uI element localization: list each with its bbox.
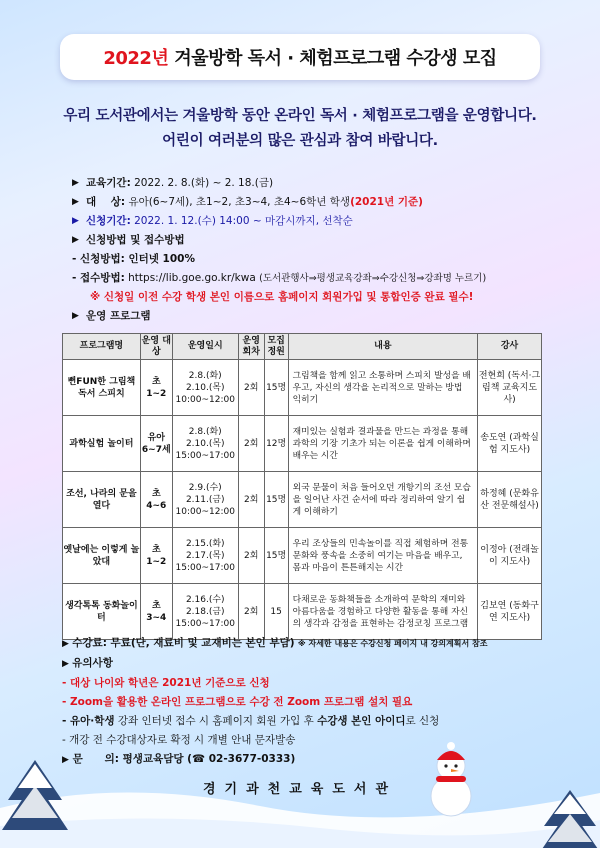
program-capacity: 12명 [264,416,288,472]
contact-label: 문 의: [72,753,119,765]
program-content: 그림책을 함께 읽고 소통하며 스피치 발성을 배우고, 자신의 생각을 논리적으로 말하는 방법 익히기 [288,360,477,416]
program-schedule [172,584,238,640]
program-instructor: 하정혜 (문화유산 전문해설사) [478,472,542,528]
program-content: 외국 문물이 처음 들어오던 개항기의 조선 모습을 일어난 사건 순서에 따라 정리하여 알기 쉽게 이해하기 [288,472,477,528]
program-schedule [172,360,238,416]
intro-line-2: 어린이 여러분의 많은 관심과 참여 바랍니다. [162,133,438,149]
triangle-bullet-icon: ▶ [72,178,79,188]
program-target: 유아 6~7세 [140,416,172,472]
program-name: 생각톡톡 동화놀이터 [63,584,141,640]
program-target: 초 1~2 [140,360,172,416]
program-sessions: 2회 [238,528,264,584]
program-instructor: 전현희 (독서·그림책 교육지도사) [478,360,542,416]
schedule-day-1: 2.9.(수) [188,482,222,493]
header-target: 운영 대상 [140,334,172,360]
schedule-day-2: 2.17.(목) [185,550,225,561]
reception-url[interactable]: https://lib.goe.go.kr/kwa [128,272,256,284]
target-label: 대 상: [86,196,126,208]
program-schedule [172,528,238,584]
schedule-day-1: 2.15.(화) [185,538,225,549]
caution-heading-row [62,654,582,674]
program-target: 초 3~4 [140,584,172,640]
program-sessions: 2회 [238,472,264,528]
table-row [63,584,542,640]
schedule-day-2: 2.11.(금) [185,494,225,505]
fee-text: 수강료: 무료(단, 재료비 및 교재비는 본인 부담) [72,637,295,649]
schedule-day-1: 2.16.(수) [185,594,225,605]
note-3-a: - 유아·학생 [62,715,115,727]
program-instructor: 이정아 (전래놀이 지도사) [478,528,542,584]
title-main: 겨울방학 독서 · 체험프로그램 수강생 모집 [174,48,497,69]
caution-heading: 유의사항 [72,657,113,669]
reception-label: - 접수방법: [72,272,125,284]
schedule-day-2: 2.10.(목) [185,382,225,393]
target-row [72,193,572,212]
program-capacity: 15명 [264,528,288,584]
schedule-time: 10:00~12:00 [175,394,235,405]
note-3 [62,712,582,731]
schedule-day-1: 2.8.(화) [188,370,222,381]
intro-text [0,104,600,154]
method-label: - 신청방법: 인터넷 100% [72,253,195,265]
note-2: - Zoom을 활용한 온라인 프로그램으로 수강 전 Zoom 프로그램 설치 필요 [62,696,413,708]
reception-path: (도서관행사⇒평생교육강좌⇒수강신청⇒강좌명 누르기) [259,273,487,284]
program-sessions: 2회 [238,360,264,416]
schedule-day-1: 2.8.(화) [188,426,222,437]
triangle-bullet-icon: ▶ [72,311,79,321]
program-sessions: 2회 [238,584,264,640]
warning-row [72,288,572,307]
triangle-bullet-icon: ▶ [72,235,79,245]
program-schedule [172,416,238,472]
table-row [63,472,542,528]
table-row [63,528,542,584]
triangle-bullet-icon: ▶ [72,216,79,226]
schedule-time: 10:00~12:00 [175,506,235,517]
triangle-bullet-icon: ▶ [62,659,69,669]
info-section [72,174,572,326]
schedule-day-2: 2.10.(목) [185,438,225,449]
header-schedule: 운영일시 [172,334,238,360]
header-content: 내용 [288,334,477,360]
header-capacity: 모집 정원 [264,334,288,360]
program-schedule [172,472,238,528]
fee-row [62,634,582,654]
period-label: 교육기간: [86,177,131,189]
table-header-row [63,334,542,360]
program-instructor: 송도연 (과학실험 지도사) [478,416,542,472]
program-content: 다채로운 동화책들을 소개하여 문학의 재미와 아름다움을 경험하고 다양한 활동을 통해 자신의 생각과 감정을 표현하는 감정코칭 프로그램 [288,584,477,640]
note-3-c: 수강생 본인 아이디 [317,715,406,727]
target-value: 유아(6~7세), 초1~2, 초3~4, 초4~6학년 학생 [128,196,351,208]
method-row [72,250,572,269]
period-value: 2022. 2. 8.(화) ~ 2. 18.(금) [134,177,274,189]
program-content: 재미있는 실험과 결과물을 만드는 과정을 통해 과학의 기장 기초가 되는 이론을 쉽게 이해하며 배우는 시간 [288,416,477,472]
snowy-tree-icon [540,790,600,848]
schedule-time: 15:00~17:00 [175,618,235,629]
program-capacity: 15 [264,584,288,640]
title-year: 2022년 [103,48,169,69]
triangle-bullet-icon: ▶ [72,197,79,207]
program-name: 과학실험 놀이터 [63,416,141,472]
method-heading: 신청방법 및 접수방법 [86,234,185,246]
apply-value: 2022. 1. 12.(수) 14:00 ~ 마감시까지, 선착순 [134,215,353,227]
organization-name: 경기과천교육도서관 [202,782,398,797]
program-instructor: 김보연 (동화구연 지도사) [478,584,542,640]
contact-value: 평생교육담당 (☎ 02-3677-0333) [122,753,296,765]
schedule-day-2: 2.18.(금) [185,606,225,617]
triangle-bullet-icon: ▶ [62,639,69,649]
method-heading-row [72,231,572,250]
program-heading-row [72,307,572,326]
title-banner [60,34,540,80]
note-4: - 개강 전 수강대상자로 확정 시 개별 안내 문자발송 [62,734,296,746]
apply-label: 신청기간: [86,215,131,227]
apply-row [72,212,572,231]
fee-note: ※ 자세한 내용은 수강신청 페이지 내 강의계획서 참조 [297,639,488,648]
note-1: - 대상 나이와 학년은 2021년 기준으로 신청 [62,677,270,689]
target-note: (2021년 기준) [350,196,423,208]
warning-text: ※ 신청일 이전 수강 학생 본인 이름으로 홈페이지 회원가입 및 통합인증 완료 필수! [90,291,474,303]
program-content: 우리 조상들의 민속놀이를 직접 체험하며 전통문화와 풍속을 소중히 여기는 마음을 배우고, 몸과 마음이 튼튼해지는 시간 [288,528,477,584]
header-sessions: 운영 회차 [238,334,264,360]
schedule-time: 15:00~17:00 [175,562,235,573]
reception-row [72,269,572,288]
table-row [63,416,542,472]
program-sessions: 2회 [238,416,264,472]
period-row [72,174,572,193]
header-instructor: 강사 [478,334,542,360]
note-3-d: 로 신청 [405,715,440,727]
program-heading: 운영 프로그램 [86,310,151,322]
schedule-time: 15:00~17:00 [175,450,235,461]
snowy-tree-icon [0,760,70,848]
program-target: 초 4~6 [140,472,172,528]
note-3-b: 강좌 인터넷 접수 시 홈페이지 회원 가입 후 [114,715,318,727]
program-target: 초 1~2 [140,528,172,584]
table-row [63,360,542,416]
program-name: 옛날에는 이렇게 놀았대 [63,528,141,584]
triangle-bullet-icon: ▶ [62,755,69,765]
program-name: 뻔FUN한 그림책 독서 스피치 [63,360,141,416]
program-capacity: 15명 [264,360,288,416]
program-name: 조선, 나라의 문을 열다 [63,472,141,528]
program-capacity: 15명 [264,472,288,528]
program-table [62,333,542,640]
header-name: 프로그램명 [63,334,141,360]
intro-line-1: 우리 도서관에서는 겨울방학 동안 온라인 독서 · 체험프로그램을 운영합니다. [63,108,537,124]
